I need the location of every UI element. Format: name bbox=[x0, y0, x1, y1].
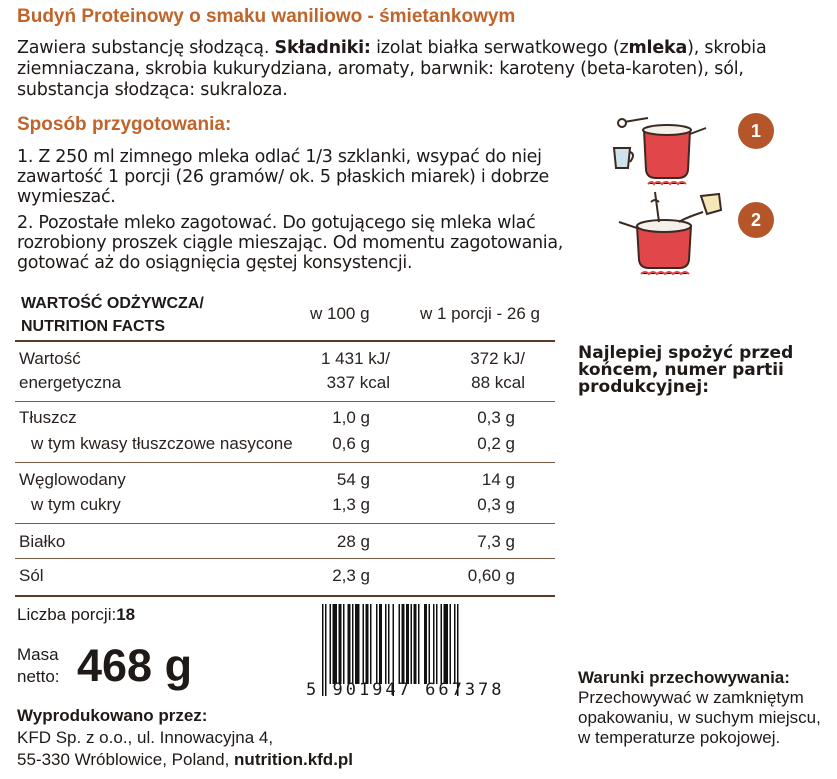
saturated-fat-portion: 0,2 g bbox=[477, 434, 515, 453]
fat-portion: 0,3 g bbox=[477, 408, 515, 427]
nutrition-header bbox=[21, 292, 204, 338]
pot-with-milk-icon bbox=[608, 108, 728, 188]
preparation-step-1: 1. Z 250 ml zimnego mleka odlać 1/3 szklanki, wsypać do niej zawartość 1 porcji (26 gramów/ ok. 5 płaskich miarek) i dobrze wymieszać. bbox=[17, 147, 549, 207]
energy-100g-kcal: 337 kcal bbox=[326, 373, 390, 392]
portions-value: 18 bbox=[116, 605, 136, 624]
table-divider bbox=[15, 340, 555, 342]
producer-address-line1: KFD Sp. z o.o., ul. Innowacyjna 4, bbox=[17, 728, 274, 747]
carbohydrates-label: Węglowodany bbox=[19, 470, 126, 489]
sugars-label: w tym cukry bbox=[31, 495, 121, 514]
storage-text: Przechowywać w zamkniętym opakowaniu, w suchym miejscu, w temperaturze pokojowej. bbox=[578, 688, 821, 747]
carbohydrates-100g: 54 g bbox=[336, 470, 370, 489]
sweetener-note: Zawiera substancję słodzącą. bbox=[17, 38, 275, 58]
salt-label: Sól bbox=[19, 566, 44, 585]
fat-100g: 1,0 g bbox=[332, 408, 370, 427]
net-mass-label-line2: netto: bbox=[17, 667, 60, 686]
energy-label-line1: Wartość bbox=[19, 349, 81, 368]
producer-address-line2: 55-330 Wróblowice, Poland, bbox=[17, 750, 235, 769]
product-title: Budyń Proteinowy o smaku waniliowo - śmietankowym bbox=[17, 6, 516, 27]
step-1-badge: 1 bbox=[738, 113, 774, 149]
salt-100g: 2,3 g bbox=[332, 566, 370, 585]
nutrition-header-line2: NUTRITION FACTS bbox=[21, 318, 165, 335]
sugars-portion: 0,3 g bbox=[477, 495, 515, 514]
ingredients-text bbox=[17, 38, 827, 101]
table-divider bbox=[15, 401, 555, 402]
producer-info bbox=[17, 705, 353, 771]
sugars-100g: 1,3 g bbox=[332, 495, 370, 514]
protein-portion: 7,3 g bbox=[477, 532, 515, 551]
allergen-milk: mleka bbox=[628, 38, 688, 58]
producer-title: Wyprodukowano przez: bbox=[17, 706, 208, 725]
table-divider bbox=[15, 595, 555, 597]
ingredients-label: Składniki: bbox=[274, 38, 371, 58]
salt-portion: 0,60 g bbox=[467, 566, 515, 585]
saturated-fat-label: w tym kwasy tłuszczowe nasycone bbox=[31, 434, 293, 453]
ingredients-part2: ), skrobia ziemniaczana, skrobia kukurydziana, aromaty, barwnik: karoteny (beta-karoten), sól, substancja słodząca: sukraloza. bbox=[17, 38, 767, 100]
energy-portion-kcal: 88 kcal bbox=[471, 373, 525, 392]
ingredients-part1: izolat białka serwatkowego (z bbox=[370, 38, 629, 58]
saturated-fat-100g: 0,6 g bbox=[332, 434, 370, 453]
energy-label-line2: energetyczna bbox=[19, 373, 122, 392]
column-per-portion: w 1 porcji - 26 g bbox=[420, 304, 540, 323]
preparation-title: Sposób przygotowania: bbox=[17, 114, 232, 135]
fat-label: Tłuszcz bbox=[19, 408, 77, 427]
best-before-text: Najlepiej spożyć przed końcem, numer partii produkcyjnej: bbox=[578, 343, 794, 397]
producer-website-link[interactable]: nutrition.kfd.pl bbox=[234, 750, 354, 769]
preparation-step-2: 2. Pozostałe mleko zagotować. Do gotującego się mleka wlać rozrobiony proszek ciągle mieszając. Od momentu zagotowania, gotować aż do osiągnięcia gęstej konsystencji. bbox=[17, 213, 564, 273]
barcode-digits: 5 901947 667378 bbox=[306, 680, 505, 700]
carbohydrates-portion: 14 g bbox=[481, 470, 515, 489]
net-mass-label bbox=[17, 644, 60, 688]
energy-portion-kj: 372 kJ/ bbox=[470, 349, 525, 368]
table-divider bbox=[15, 462, 555, 463]
energy-portion bbox=[415, 347, 525, 395]
storage-conditions bbox=[578, 668, 833, 748]
protein-100g: 28 g bbox=[336, 532, 370, 551]
net-mass-value: 468 g bbox=[77, 640, 193, 691]
column-per-100g: w 100 g bbox=[310, 304, 370, 323]
protein-label: Białko bbox=[19, 532, 66, 551]
table-divider bbox=[15, 523, 555, 524]
table-divider bbox=[15, 558, 555, 559]
pot-pouring-powder-icon bbox=[615, 188, 730, 278]
step-2-badge: 2 bbox=[738, 202, 774, 238]
portions-label: Liczba porcji: bbox=[17, 605, 117, 624]
portions-count bbox=[17, 605, 135, 625]
energy-100g-kj: 1 431 kJ/ bbox=[321, 349, 390, 368]
nutrition-header-line1: WARTOŚĆ ODŻYWCZA/ bbox=[21, 295, 204, 312]
storage-title: Warunki przechowywania: bbox=[578, 668, 790, 687]
energy-100g bbox=[265, 347, 390, 395]
energy-label bbox=[19, 347, 121, 395]
net-mass-label-line1: Masa bbox=[17, 645, 59, 664]
